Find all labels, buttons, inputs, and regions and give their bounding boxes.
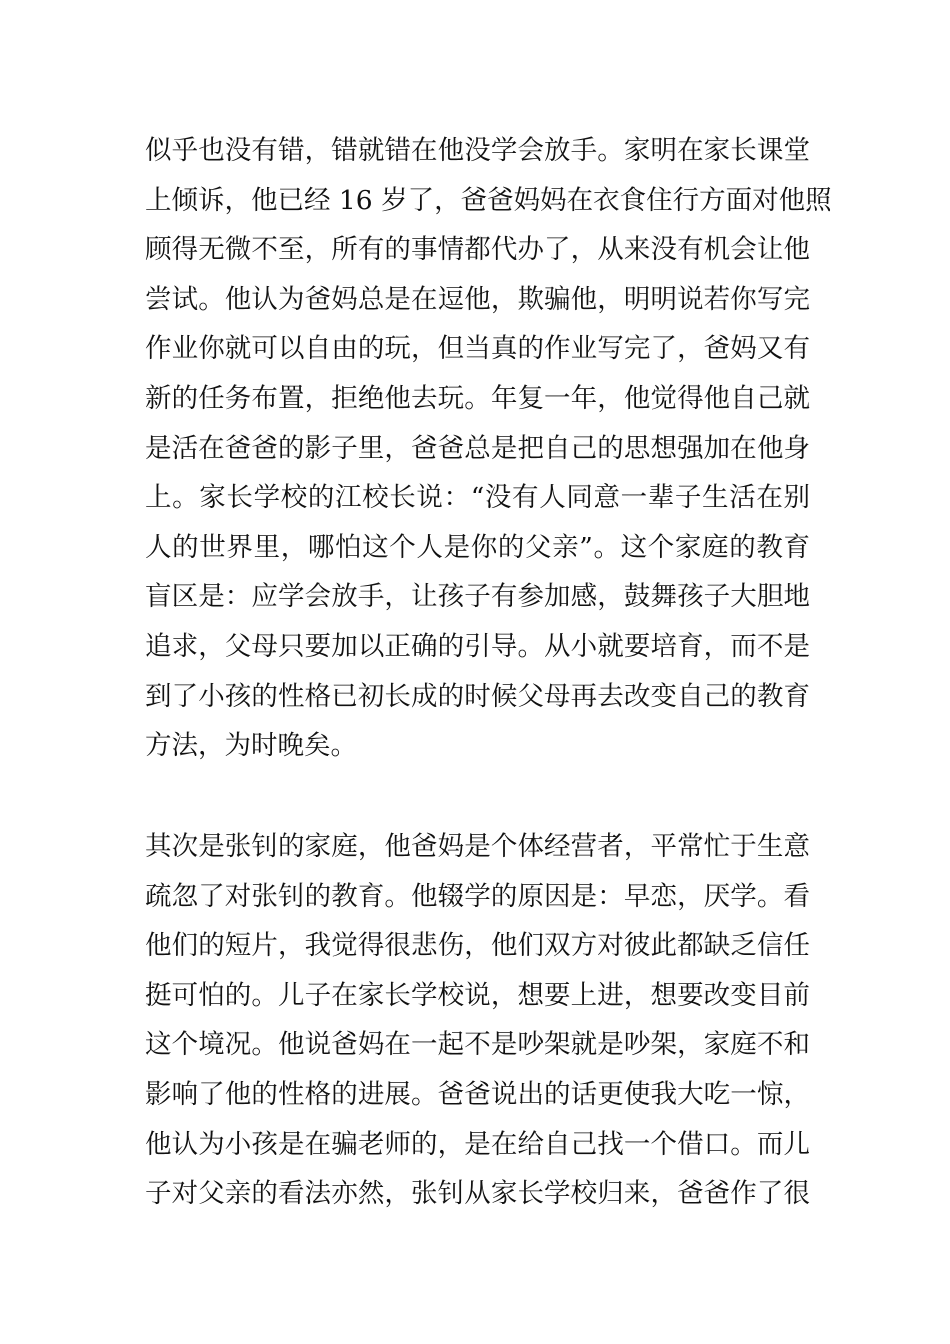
text-line: 其次是张钊的家庭，他爸妈是个体经营者，平常忙于生意 [145, 831, 810, 862]
text-line: 到了小孩的性格已初长成的时候父母再去改变自己的教育 [145, 680, 810, 712]
text-line: 是活在爸爸的影子里，爸爸总是把自己的思想强加在他身 [145, 432, 810, 464]
text-line: 追求，父母只要加以正确的引导。从小就要培育，而不是 [145, 630, 810, 662]
text-line: 方法，为时晚矣。 [145, 730, 357, 762]
text-line: 似乎也没有错，错就错在他没学会放手。家明在家长课堂 [145, 135, 810, 166]
text-line: 疏忽了对张钊的教育。他辍学的原因是：早恋，厌学。看 [145, 880, 810, 912]
text-line: 子对父亲的看法亦然，张钊从家长学校归来，爸爸作了很 [145, 1178, 810, 1210]
text-line: 顾得无微不至，所有的事情都代办了，从来没有机会让他 [145, 234, 810, 266]
text-line: 新的任务布置，拒绝他去玩。年复一年，他觉得他自己就 [145, 382, 810, 414]
paragraph-1 [145, 126, 832, 771]
text-line: 影响了他的性格的进展。爸爸说出的话更使我大吃一惊， [145, 1078, 810, 1110]
text-line: 尝试。他认为爸妈总是在逗他，欺骗他，明明说若你写完 [145, 283, 810, 315]
paragraph-2 [145, 822, 810, 1219]
text-line: 上倾诉，他已经 16 岁了，爸爸妈妈在衣食住行方面对他照 [145, 184, 832, 216]
text-line: 他们的短片，我觉得很悲伤，他们双方对彼此都缺乏信任 [145, 930, 810, 962]
text-line: 这个境况。他说爸妈在一起不是吵架就是吵架，家庭不和 [145, 1029, 810, 1061]
text-line: 上。家长学校的江校长说：“没有人同意一辈子生活在别 [145, 482, 810, 514]
text-line: 盲区是：应学会放手，让孩子有参加感，鼓舞孩子大胆地 [145, 581, 810, 613]
text-line: 人的世界里，哪怕这个人是你的父亲”。这个家庭的教育 [145, 531, 810, 563]
text-line: 挺可怕的。儿子在家长学校说，想要上进，想要改变目前 [145, 979, 810, 1011]
text-line: 作业你就可以自由的玩，但当真的作业写完了，爸妈又有 [145, 333, 810, 365]
text-line: 他认为小孩是在骗老师的，是在给自己找一个借口。而儿 [145, 1128, 810, 1160]
